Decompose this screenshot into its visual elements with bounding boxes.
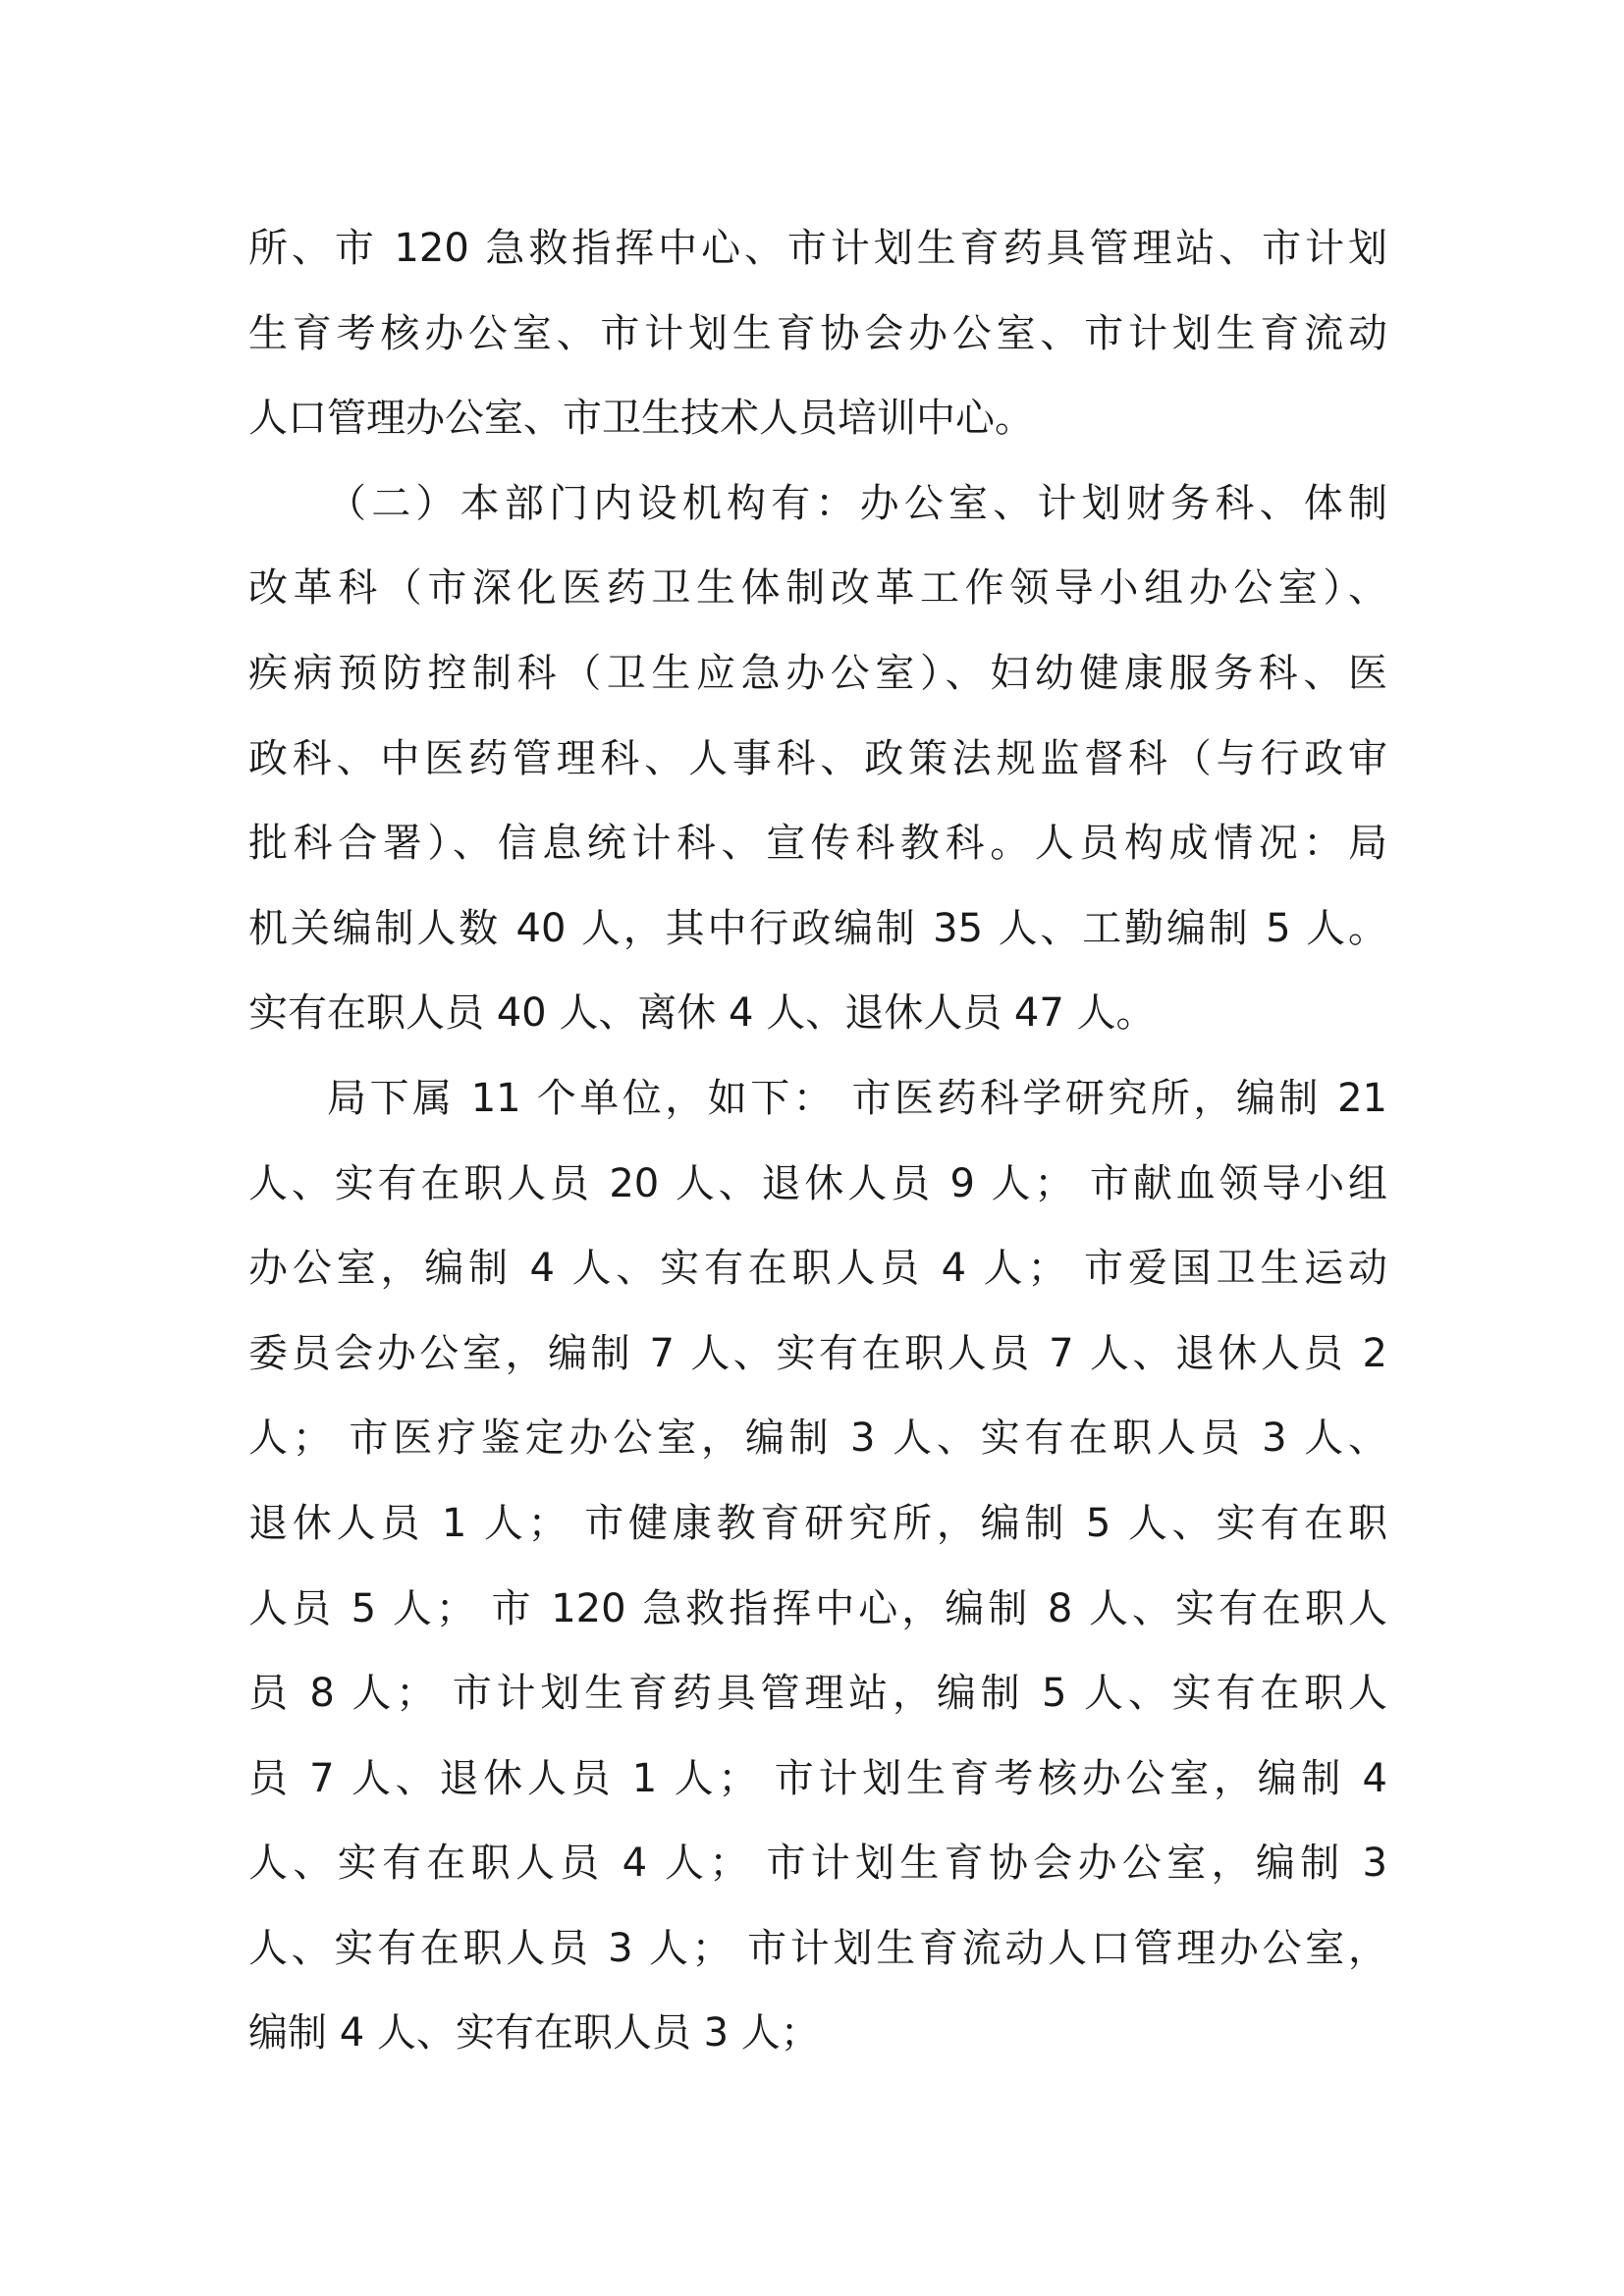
paragraph-2-line-2: 改革科（市深化医药卫生体制改革工作领导小组办公室）、: [248, 565, 1387, 612]
paragraph-3-line-11: 人、实有在职人员 3 人； 市计划生育流动人口管理办公室，: [248, 1925, 1387, 1971]
paragraph-3-line-12: 编制 4 人、实有在职人员 3 人；: [248, 2010, 820, 2056]
paragraph-3-line-4: 委员会办公室，编制 7 人、实有在职人员 7 人、退休人员 2: [248, 1330, 1387, 1376]
paragraph-2-line-5: 批科合署）、信息统计科、宣传科教科。人员构成情况：局: [248, 821, 1387, 867]
body-text: [248, 206, 1387, 2076]
paragraph-3-line-6: 退休人员 1 人； 市健康教育研究所，编制 5 人、实有在职: [248, 1500, 1387, 1546]
paragraph-2-line-3: 疾病预防控制科（卫生应急办公室）、妇幼健康服务科、医: [248, 650, 1387, 696]
paragraph-1-line-2: 生育考核办公室、市计划生育协会办公室、市计划生育流动: [248, 310, 1387, 356]
paragraph-1-line-3: 人口管理办公室、市卫生技术人员培训中心。: [248, 396, 1034, 442]
paragraph-3-line-2: 人、实有在职人员 20 人、退休人员 9 人； 市献血领导小组: [248, 1160, 1387, 1206]
paragraph-3-line-1: 局下属 11 个单位，如下： 市医药科学研究所，编制 21: [327, 1075, 1387, 1121]
paragraph-2-line-4: 政科、中医药管理科、人事科、政策法规监督科（与行政审: [248, 735, 1387, 781]
paragraph-2-line-7: 实有在职人员 40 人、离休 4 人、退休人员 47 人。: [248, 990, 1156, 1037]
paragraph-2-line-1: （二）本部门内设机构有：办公室、计划财务科、体制: [327, 480, 1387, 526]
paragraph-1-line-1: 所、市 120 急救指挥中心、市计划生育药具管理站、市计划: [248, 226, 1387, 271]
paragraph-3-line-10: 人、实有在职人员 4 人； 市计划生育协会办公室，编制 3: [248, 1841, 1387, 1887]
paragraph-3-line-7: 人员 5 人； 市 120 急救指挥中心，编制 8 人、实有在职人: [248, 1585, 1387, 1631]
paragraph-2-line-6: 机关编制人数 40 人，其中行政编制 35 人、工勤编制 5 人。: [248, 905, 1387, 951]
paragraph-3-line-8: 员 8 人； 市计划生育药具管理站，编制 5 人、实有在职人: [248, 1671, 1387, 1717]
paragraph-3-line-5: 人； 市医疗鉴定办公室，编制 3 人、实有在职人员 3 人、: [248, 1415, 1387, 1462]
paragraph-3-line-3: 办公室，编制 4 人、实有在职人员 4 人； 市爱国卫生运动: [248, 1246, 1387, 1292]
paragraph-3-line-9: 员 7 人、退休人员 1 人； 市计划生育考核办公室，编制 4: [248, 1755, 1387, 1801]
